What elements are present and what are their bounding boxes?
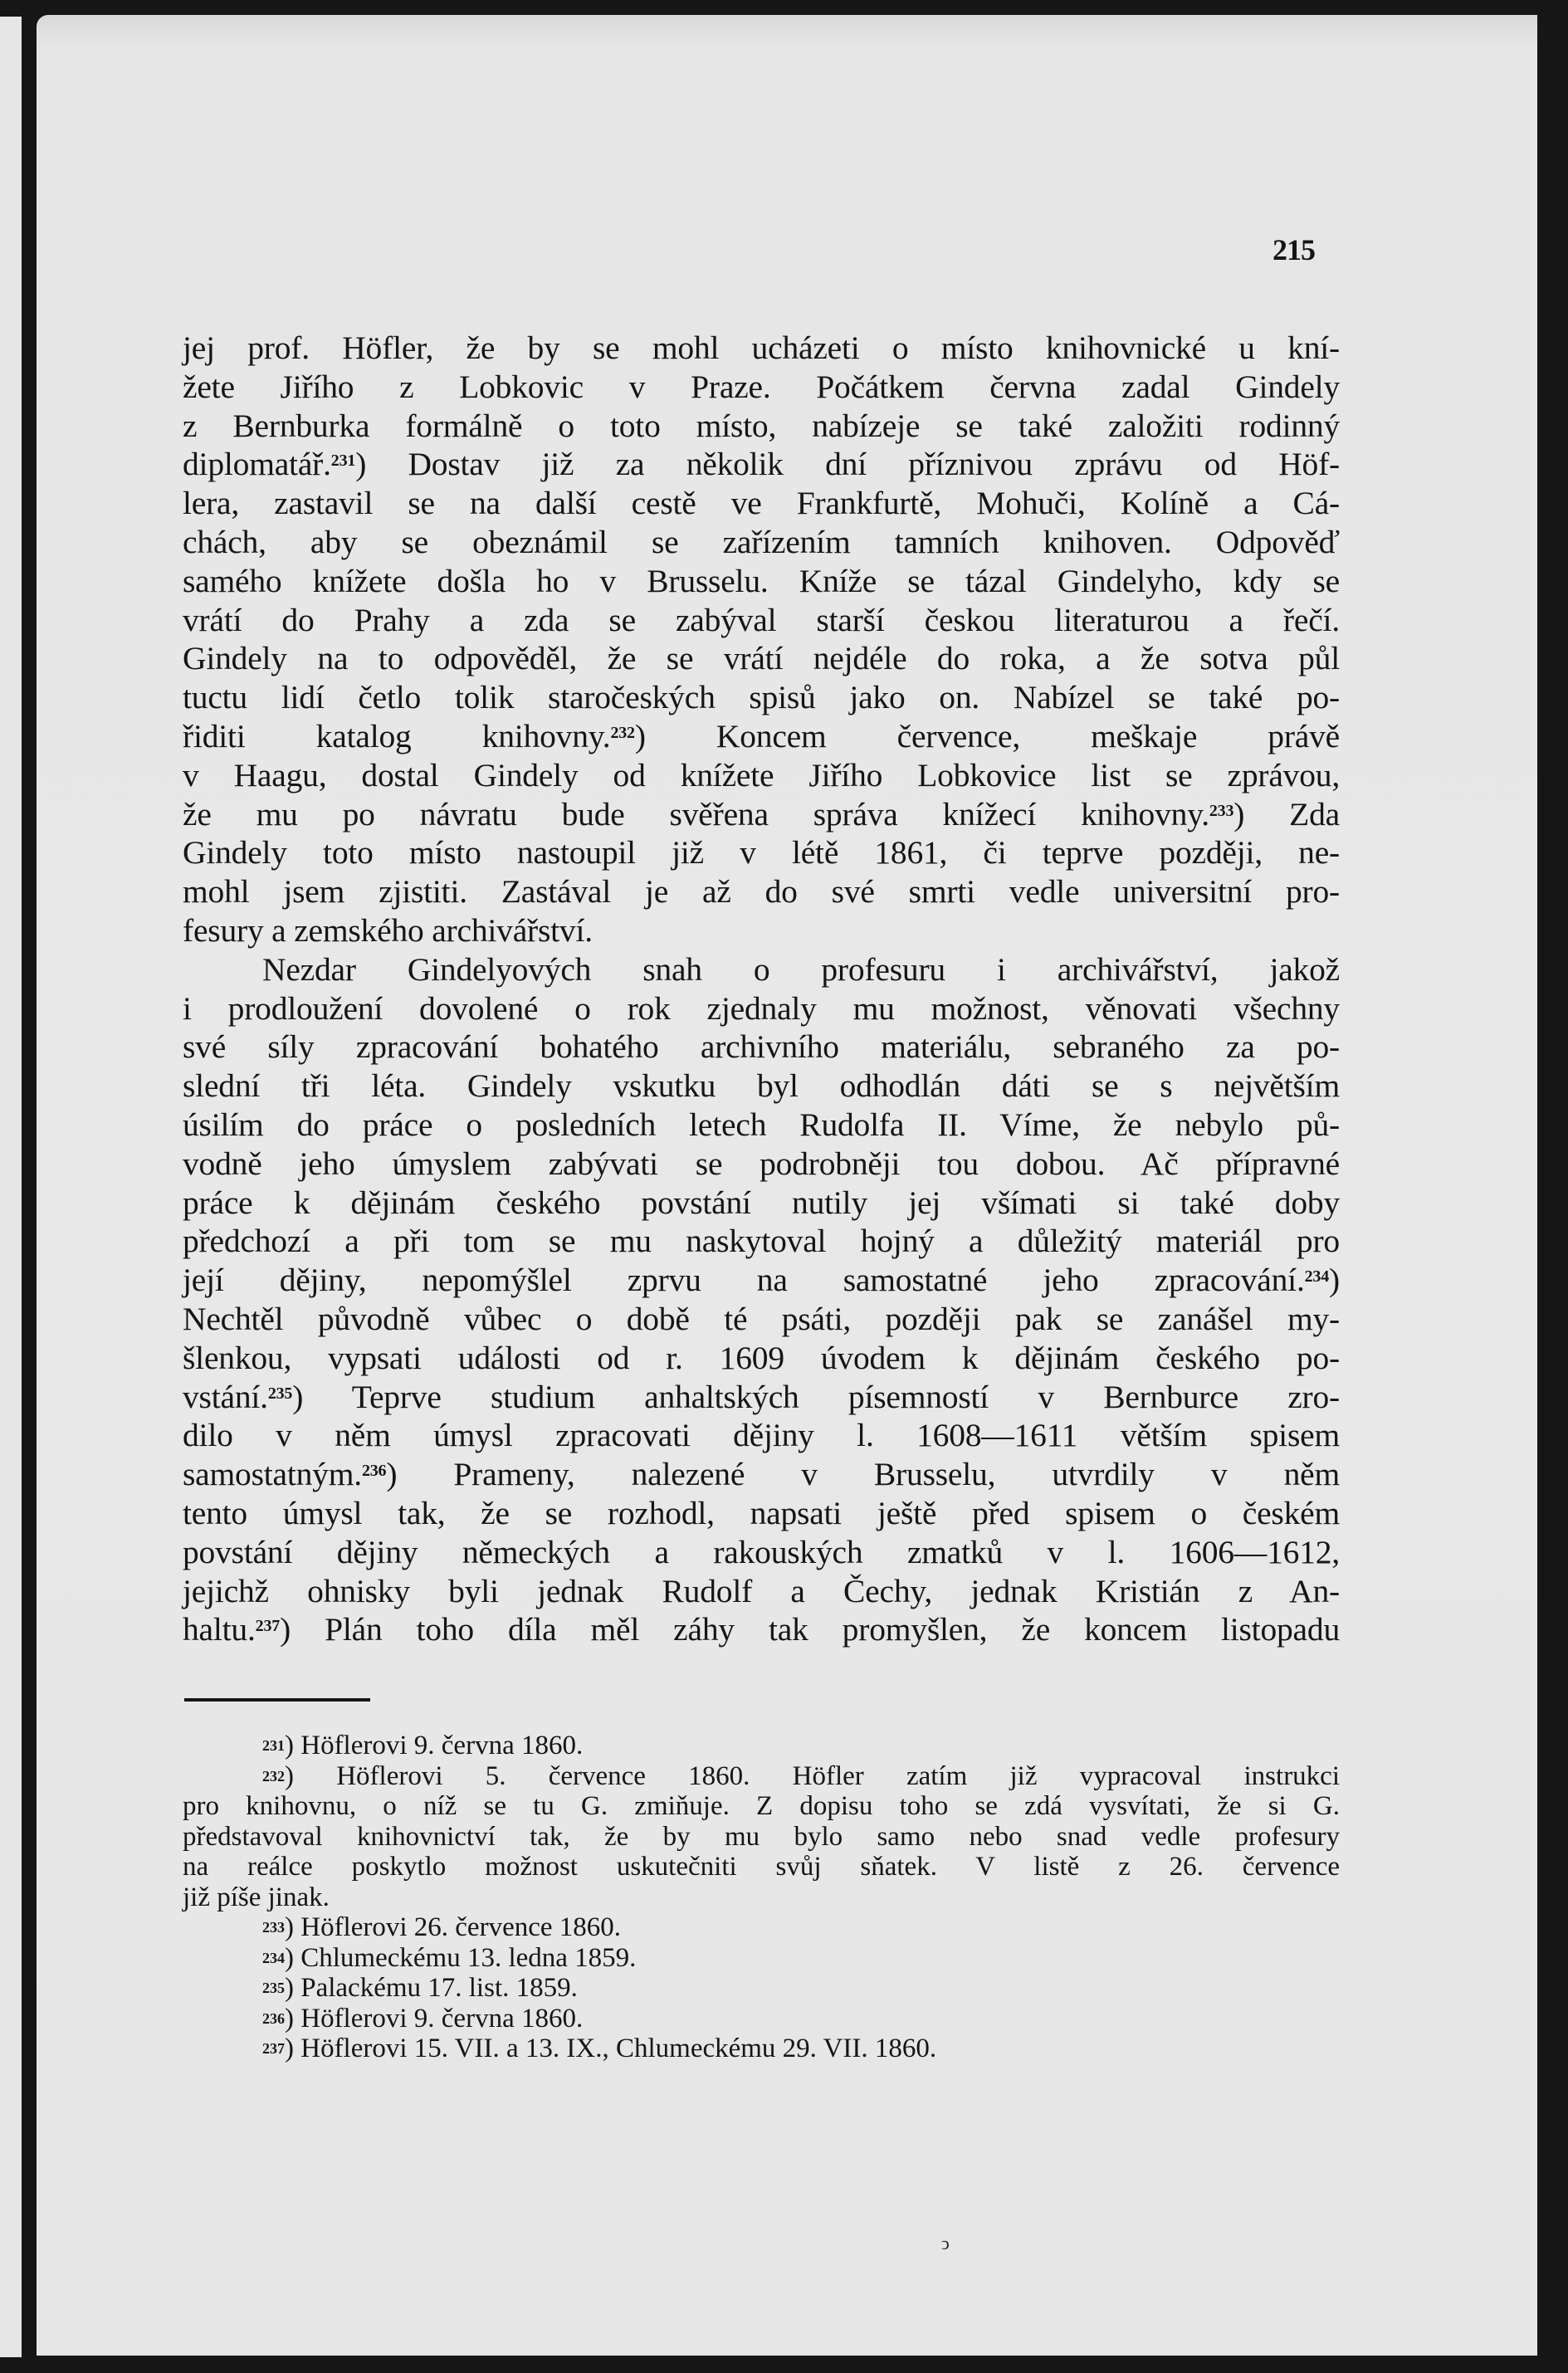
footnote-line bbox=[183, 1761, 1340, 1792]
footnote-number: 233 bbox=[262, 1919, 285, 1936]
text-line: úsilím do práce o posledních letech Rudolfa II. Víme, že nebylo pů- bbox=[183, 1106, 1340, 1143]
footnote-text: ) Höflerovi 9. června 1860. bbox=[285, 1731, 584, 1760]
text-line: Gindely toto místo nastoupil již v létě 1861, či teprve později, ne- bbox=[183, 834, 1340, 872]
footnote-text: ) Chlumeckému 13. ledna 1859. bbox=[285, 1942, 637, 1973]
stray-print-mark: ͻ bbox=[941, 2233, 950, 2253]
footnote-text: ) Höflerovi 9. června 1860. bbox=[285, 2003, 584, 2034]
text-segment: její dějiny, nepomýšlel zprvu na samostatné jeho zpracování. bbox=[183, 1262, 1305, 1299]
footnote-number: 232 bbox=[262, 1767, 285, 1785]
text-segment: diplomatář. bbox=[183, 446, 331, 483]
text-line: fesury a zemského archivářství. bbox=[183, 911, 593, 949]
footnote-number: 235 bbox=[262, 1980, 285, 1996]
text-line: chách, aby se obeznámil se zařízením tamních knihoven. Odpověď bbox=[183, 523, 1340, 560]
footnote-number: 231 bbox=[262, 1737, 285, 1754]
footnote-text: na reálce poskytlo možnost uskutečniti svůj sňatek. V listě z 26. července bbox=[183, 1852, 1340, 1882]
footnote-text: ) Palackému 17. list. 1859. bbox=[285, 1973, 578, 2003]
text-line: dilo v něm úmysl zpracovati dějiny l. 1608—1611 větším spisem bbox=[183, 1417, 1340, 1454]
text-segment: vstání. bbox=[183, 1378, 268, 1415]
text-segment: haltu. bbox=[183, 1611, 256, 1648]
text-line bbox=[183, 1455, 1340, 1494]
text-line: v Haagu, dostal Gindely od knížete Jiřího Lobkovice list se zprávou, bbox=[183, 756, 1340, 793]
footnotes-section bbox=[183, 1731, 1340, 2064]
footnote-line bbox=[183, 1943, 1340, 1974]
footnote-number: 234 bbox=[262, 1949, 285, 1966]
footnote-reference[interactable]: 232 bbox=[610, 723, 635, 742]
footnote-reference[interactable]: 236 bbox=[361, 1462, 387, 1481]
footnote-reference[interactable]: 237 bbox=[255, 1617, 281, 1636]
footnote-line bbox=[183, 1822, 1340, 1853]
text-line bbox=[183, 717, 1340, 756]
text-segment: že mu po návratu bude svěřena správa knížecí knihovny. bbox=[183, 795, 1209, 833]
text-line: povstání dějiny německých a rakouských zmatků v l. 1606—1612, bbox=[183, 1533, 1340, 1570]
book-page bbox=[37, 15, 1537, 2356]
main-text-body bbox=[183, 329, 1340, 1649]
footnote-line bbox=[183, 1791, 1340, 1822]
text-segment: řiditi katalog knihovny. bbox=[183, 717, 611, 754]
text-line bbox=[183, 1610, 1340, 1649]
text-line: jej prof. Höfler, že by se mohl ucházeti o místo knihovnické u kní- bbox=[183, 330, 1340, 366]
text-segment: ) Plán toho díla měl záhy tak promyšlen, že koncem listopadu bbox=[280, 1611, 1340, 1648]
footnote-text: pro knihovnu, o níž se tu G. zmiňuje. Z dopisu toho se zdá vysvítati, že si G. bbox=[183, 1791, 1340, 1821]
footnote-reference[interactable]: 235 bbox=[267, 1384, 293, 1403]
footnote-text: představoval knihovnictví tak, že by mu bylo samo nebo snad vedle profesury bbox=[183, 1821, 1340, 1852]
text-segment: ) Teprve studium anhaltských písemností v Bernburce zro- bbox=[292, 1378, 1340, 1415]
text-line: předchozí a při tom se mu naskytoval hojný a důležitý materiál pro bbox=[183, 1223, 1340, 1260]
footnote-line bbox=[183, 2034, 1340, 2064]
footnote-text: již píše jinak. bbox=[183, 1882, 330, 1912]
text-line: z Bernburka formálně o toto místo, nabízeje se také založiti rodinný bbox=[183, 407, 1340, 444]
text-line: samého knížete došla ho v Brusselu. Kníže se tázal Gindelyho, kdy se bbox=[183, 562, 1340, 599]
footnote-line bbox=[183, 1882, 1340, 1913]
text-line: Gindely na to odpověděl, že se vrátí nejdéle do roka, a že sotva půl bbox=[183, 640, 1340, 677]
text-line bbox=[183, 1378, 1340, 1417]
text-line: Nechtěl původně vůbec o době té psáti, později pak se zanášel my- bbox=[183, 1300, 1340, 1337]
text-line: Nezdar Gindelyových snah o profesuru i archivářství, jakož bbox=[262, 950, 1340, 988]
text-segment: ) bbox=[1329, 1262, 1340, 1299]
footnote-line bbox=[183, 1973, 1340, 2004]
text-line: vrátí do Prahy a zda se zabýval starší českou literaturou a řečí. bbox=[183, 601, 1340, 638]
text-line: slední tři léta. Gindely vskutku byl odhodlán dáti se s největším bbox=[183, 1067, 1340, 1105]
footnote-separator bbox=[184, 1698, 370, 1702]
footnote-reference[interactable]: 233 bbox=[1209, 801, 1234, 820]
text-segment: ) Koncem července, meškaje právě bbox=[634, 717, 1340, 754]
text-line bbox=[183, 795, 1340, 834]
text-line bbox=[183, 445, 1340, 484]
footnote-line bbox=[183, 2004, 1340, 2034]
footnote-line bbox=[183, 1731, 1340, 1761]
text-line: tuctu lidí četlo tolik staročeských spisů jako on. Nabízel se také po- bbox=[183, 679, 1340, 716]
text-segment: ) Zda bbox=[1233, 795, 1340, 833]
page-number: 215 bbox=[1272, 233, 1315, 266]
text-line: vodně jeho úmyslem zabývati se podrobněji tou dobou. Ač přípravné bbox=[183, 1145, 1340, 1182]
footnote-number: 236 bbox=[262, 2009, 285, 2027]
footnote-text: ) Höflerovi 5. července 1860. Höfler zatím již vypracoval instrukci bbox=[285, 1760, 1340, 1791]
text-segment: samostatným. bbox=[183, 1456, 362, 1493]
text-line: žete Jiřího z Lobkovic v Praze. Počátkem června zadal Gindely bbox=[183, 368, 1340, 405]
text-line: mohl jsem zjistiti. Zastával je až do své smrti vedle universitní pro- bbox=[183, 873, 1340, 911]
text-line: tento úmysl tak, že se rozhodl, napsati ještě před spisem o českém bbox=[183, 1494, 1340, 1531]
text-segment: ) Dostav již za několik dní příznivou zprávu od Höf- bbox=[355, 446, 1340, 483]
text-line: lera, zastavil se na další cestě ve Frankfurtě, Mohuči, Kolíně a Cá- bbox=[183, 485, 1340, 522]
previous-page-edge bbox=[0, 17, 22, 2357]
footnote-reference[interactable]: 234 bbox=[1304, 1267, 1330, 1287]
text-line: práce k dějinám českého povstání nutily jej všímati si také doby bbox=[183, 1184, 1340, 1221]
footnote-number: 237 bbox=[262, 2040, 285, 2057]
text-line bbox=[183, 1261, 1340, 1300]
text-line: šlenkou, vypsati události od r. 1609 úvodem k dějinám českého po- bbox=[183, 1339, 1340, 1376]
footnote-text: ) Höflerovi 15. VII. a 13. IX., Chlumeckému 29. VII. 1860. bbox=[285, 2034, 937, 2063]
footnote-line bbox=[183, 1852, 1340, 1882]
footnote-text: ) Höflerovi 26. července 1860. bbox=[285, 1912, 622, 1942]
text-line: své síly zpracování bohatého archivního materiálu, sebraného za po- bbox=[183, 1028, 1340, 1066]
footnote-line bbox=[183, 1912, 1340, 1943]
footnote-reference[interactable]: 231 bbox=[330, 452, 356, 471]
text-line: jejichž ohnisky byli jednak Rudolf a Čechy, jednak Kristián z An- bbox=[183, 1572, 1340, 1609]
text-line: i prodloužení dovolené o rok zjednaly mu možnost, věnovati všechny bbox=[183, 989, 1340, 1027]
text-segment: ) Prameny, nalezené v Brusselu, utvrdily v něm bbox=[386, 1456, 1340, 1493]
